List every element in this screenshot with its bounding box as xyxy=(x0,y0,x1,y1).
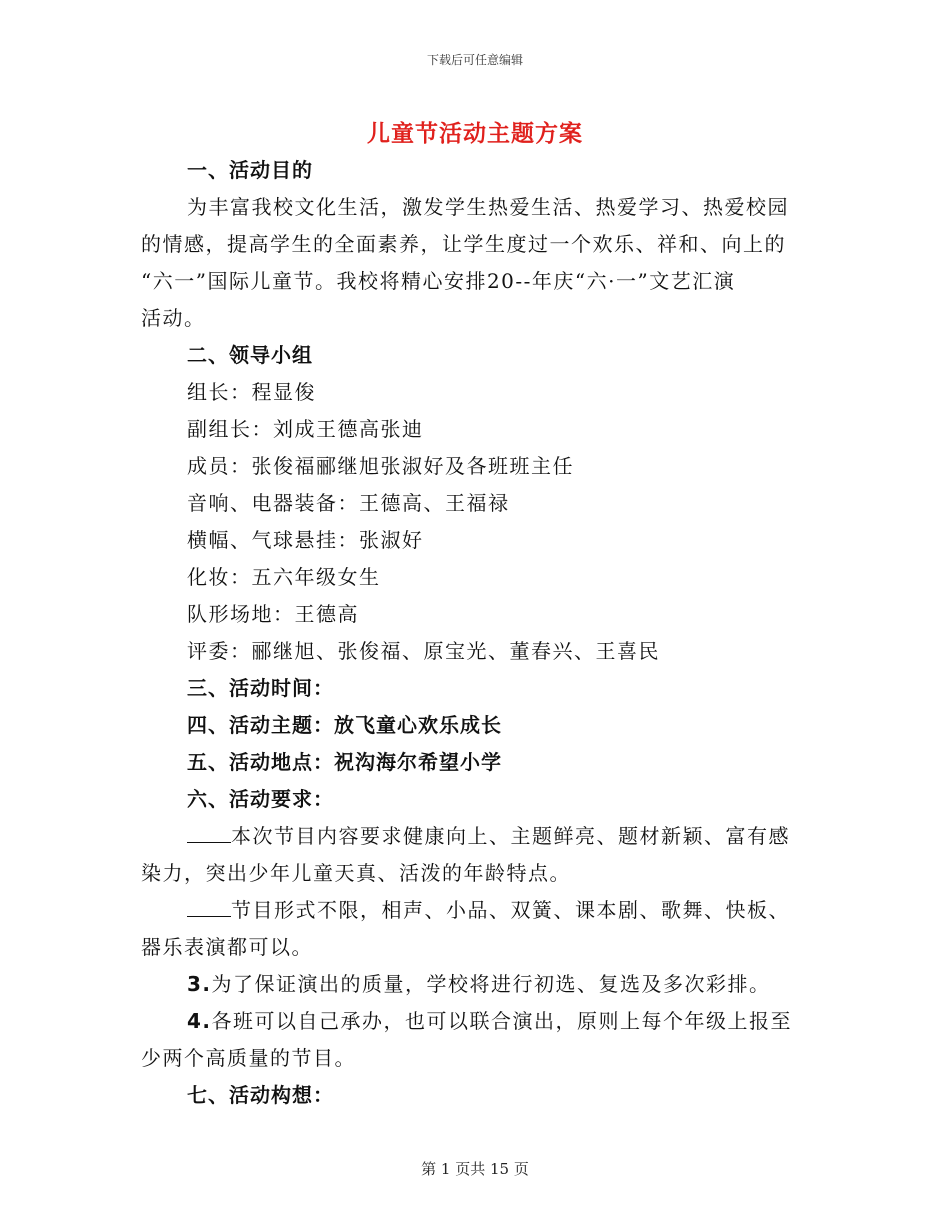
section-heading-4: 四、活动主题：放飞童心欢乐成长 xyxy=(187,713,502,737)
requirement-text: 节目形式不限，相声、小品、双簧、课本剧、歌舞、快板、 xyxy=(231,898,790,922)
paragraph-line: 少两个高质量的节目。 xyxy=(141,1046,356,1070)
requirement-text: 本次节目内容要求健康向上、主题鲜亮、题材新颖、富有感 xyxy=(231,824,790,848)
paragraph-line: 为丰富我校文化生活，激发学生热爱生活、热爱学习、热爱校园 xyxy=(187,195,789,219)
page-footer: 第 1 页共 15 页 xyxy=(421,1160,529,1178)
requirement-4-line xyxy=(187,1007,792,1035)
list-number: 4. xyxy=(187,1009,212,1033)
list-number: 3. xyxy=(187,972,212,996)
section-heading-5: 五、活动地点：祝沟海尔希望小学 xyxy=(187,750,502,774)
list-item: 队形场地：王德高 xyxy=(187,602,359,626)
section-heading-6: 六、活动要求： xyxy=(187,787,334,811)
paragraph-line: 的情感，提高学生的全面素养，让学生度过一个欢乐、祥和、向上的 xyxy=(141,232,786,256)
paragraph-line: 活动。 xyxy=(141,306,206,330)
document-title: 儿童节活动主题方案 xyxy=(367,120,583,147)
requirement-2-line xyxy=(187,896,790,924)
section-heading-3: 三、活动时间： xyxy=(187,676,334,700)
paragraph-line: “六一”国际儿童节。我校将精心安排20--年庆“六·一”文艺汇演 xyxy=(141,269,736,293)
requirement-text: 为了保证演出的质量，学校将进行初选、复选及多次彩排。 xyxy=(211,972,771,996)
list-item: 横幅、气球悬挂：张淑好 xyxy=(187,528,424,552)
requirement-1-line xyxy=(187,822,790,850)
requirement-3-line xyxy=(187,970,771,998)
section-heading-7: 七、活动构想： xyxy=(187,1083,334,1107)
list-item: 音响、电器装备：王德高、王福禄 xyxy=(187,491,510,515)
section-heading-2: 二、领导小组 xyxy=(187,343,313,367)
requirement-text: 各班可以自己承办，也可以联合演出，原则上每个年级上报至 xyxy=(211,1009,793,1033)
blank-underline xyxy=(187,824,231,843)
blank-underline xyxy=(187,898,231,917)
list-item: 组长：程显俊 xyxy=(187,380,316,404)
paragraph-line: 染力，突出少年儿童天真、活泼的年龄特点。 xyxy=(141,861,571,885)
section-heading-1: 一、活动目的 xyxy=(187,158,313,182)
list-item: 副组长：刘成王德高张迪 xyxy=(187,417,424,441)
list-item: 成员：张俊福郦继旭张淑好及各班班主任 xyxy=(187,454,574,478)
list-item: 化妆：五六年级女生 xyxy=(187,565,381,589)
paragraph-line: 器乐表演都可以。 xyxy=(141,935,313,959)
header-note: 下载后可任意编辑 xyxy=(426,53,523,67)
list-item: 评委：郦继旭、张俊福、原宝光、董春兴、王喜民 xyxy=(187,639,660,663)
